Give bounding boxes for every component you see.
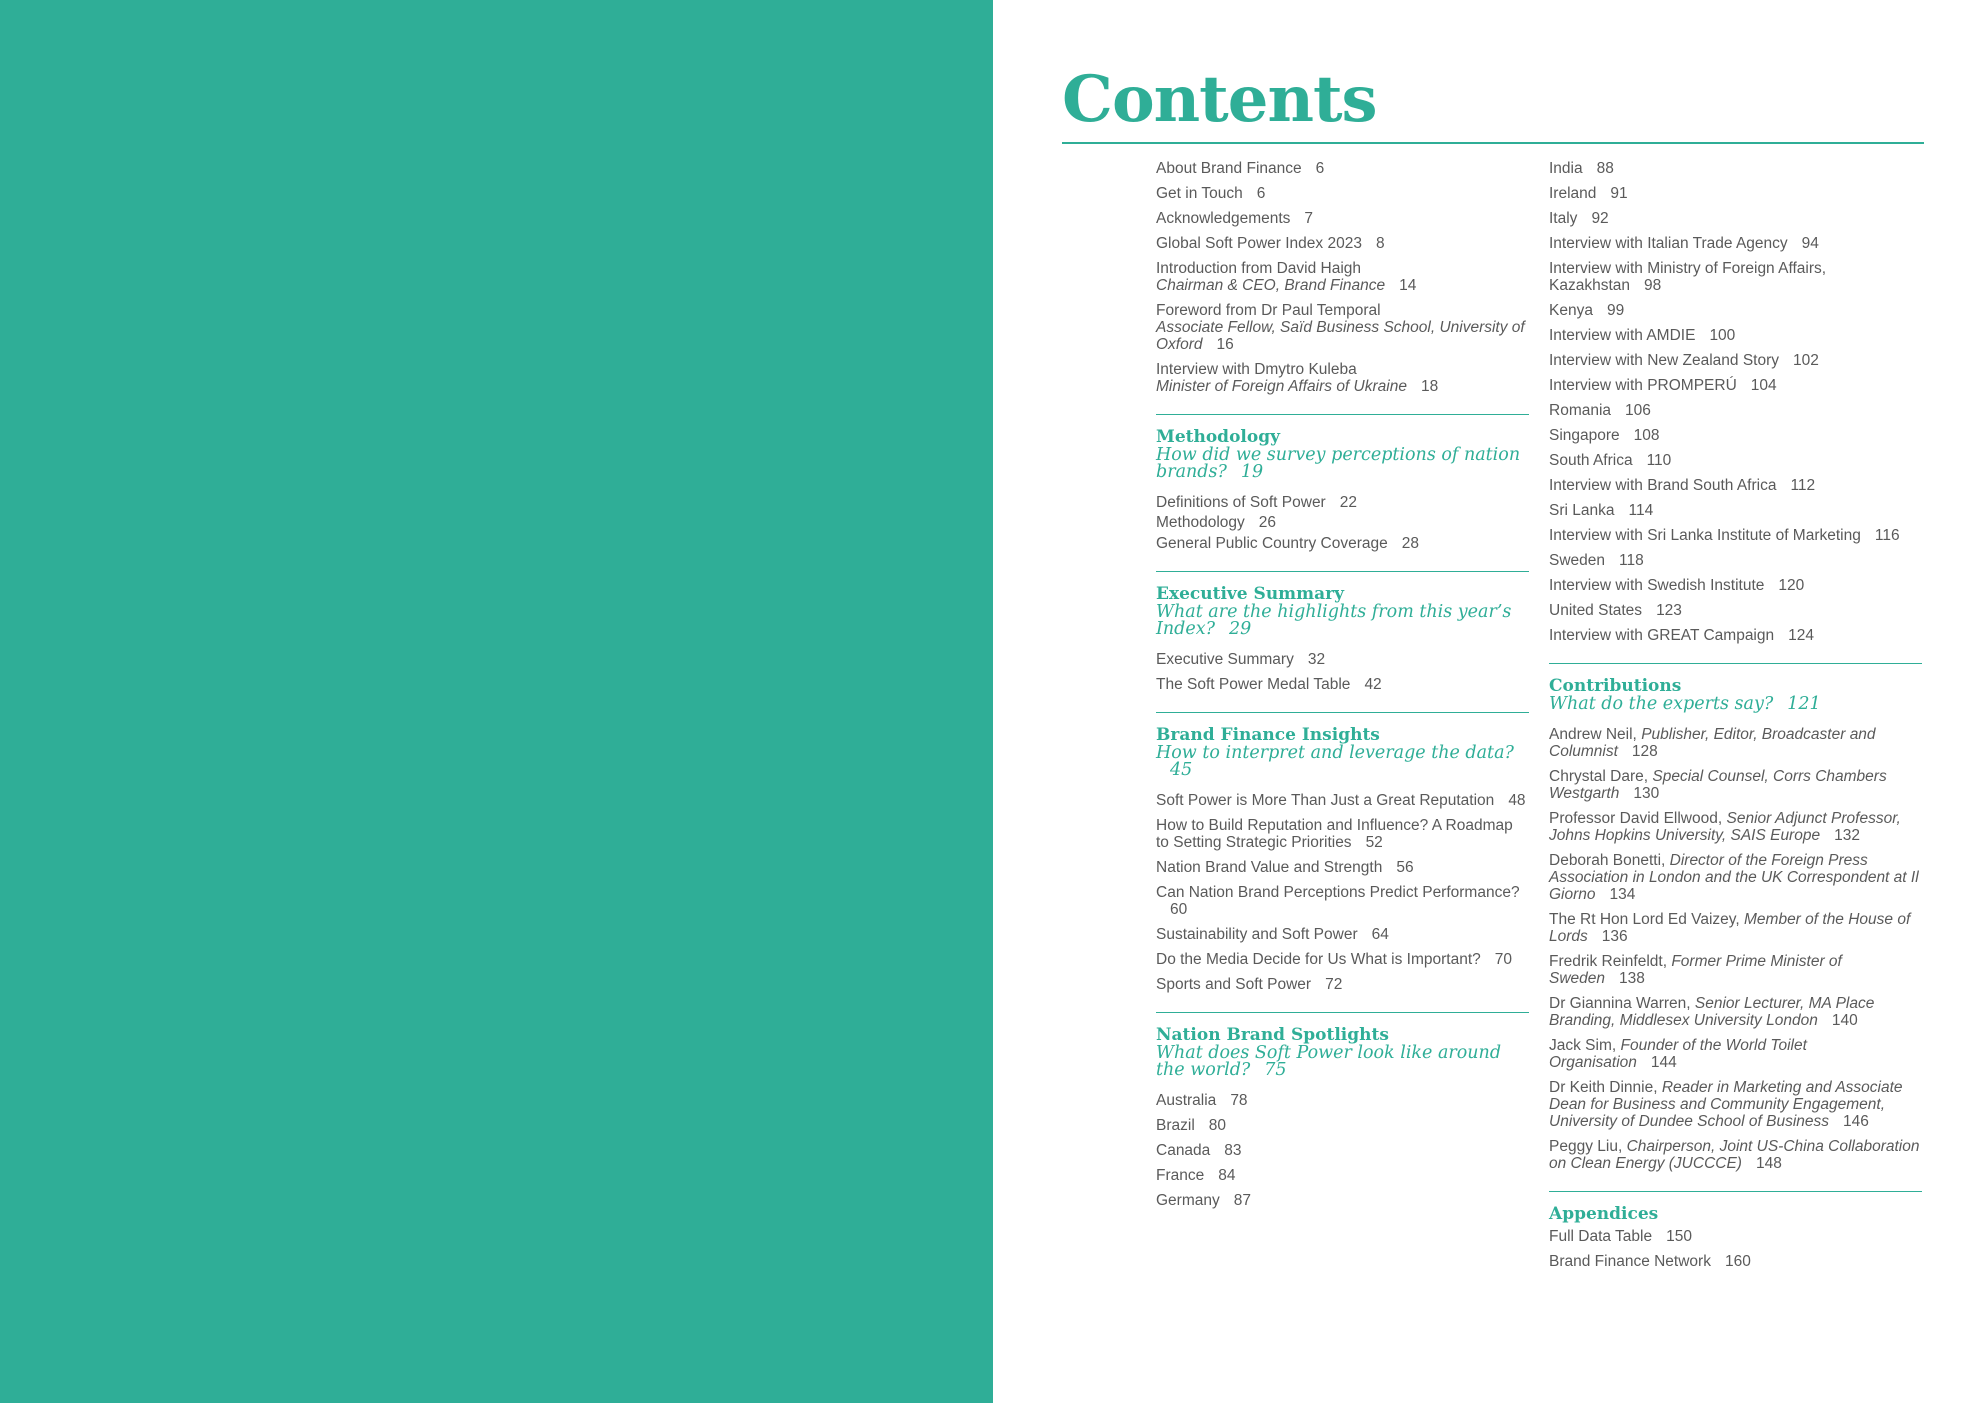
page-number: 83 [1224, 1141, 1242, 1159]
page-number: 26 [1258, 514, 1277, 532]
toc-entry[interactable]: Dr Keith Dinnie, Reader in Marketing and Associate Dean for Business and Community Engagement, University of Dundee School of Business 146 [1549, 1079, 1903, 1130]
section-title[interactable]: Methodology [1156, 427, 1280, 447]
section-appendices [1549, 1191, 1922, 1270]
toc-entry[interactable]: Introduction from David Haigh Chairman & CEO, Brand Finance 14 [1156, 260, 1417, 294]
page-number: 28 [1401, 534, 1420, 552]
page-number: 136 [1601, 928, 1628, 945]
section-title[interactable]: Contributions [1549, 676, 1682, 696]
page-number: 150 [1666, 1228, 1692, 1245]
page-number: 124 [1788, 627, 1814, 644]
entry-subtitle: Director of the Foreign Press Association in London and the UK Correspondent at Il Giorno [1549, 852, 1919, 903]
page-number: 132 [1834, 827, 1860, 844]
toc-entry[interactable]: India 88 [1549, 160, 1614, 177]
toc-entry[interactable]: Australia 78 [1156, 1091, 1248, 1109]
page-number: 6 [1315, 160, 1325, 177]
page-number: 99 [1606, 302, 1625, 319]
toc-entry[interactable]: Sweden 118 [1549, 552, 1644, 569]
page-number: 98 [1644, 277, 1662, 294]
entry-subtitle: Chairman & CEO, Brand Finance [1156, 277, 1386, 294]
section-nation-brand-spotlights [1156, 1012, 1529, 1209]
entry-subtitle: Member of the House of Lords [1549, 911, 1911, 945]
toc-entry[interactable]: France 84 [1156, 1166, 1236, 1184]
page-number: 75 [1264, 1059, 1287, 1080]
section-subtitle: What does Soft Power look like around the world? 75 [1156, 1042, 1502, 1080]
page-number: 87 [1233, 1191, 1251, 1209]
toc-column-1 [1156, 160, 1529, 1217]
page-number: 106 [1625, 402, 1651, 419]
page-number: 130 [1633, 785, 1660, 802]
section-title[interactable]: Appendices [1549, 1204, 1659, 1224]
toc-entry[interactable]: The Soft Power Medal Table 42 [1156, 675, 1382, 693]
page-number: 146 [1843, 1113, 1869, 1130]
section-subtitle: What are the highlights from this year’s Index? 29 [1156, 601, 1512, 639]
toc-entry[interactable]: Andrew Neil, Publisher, Editor, Broadcaster and Columnist 128 [1549, 726, 1876, 760]
toc-entry[interactable]: Germany 87 [1156, 1191, 1251, 1209]
toc-entry[interactable]: Sri Lanka 114 [1549, 502, 1654, 519]
page-number: 84 [1218, 1166, 1236, 1184]
page-number: 32 [1307, 650, 1326, 668]
toc-entry[interactable]: About Brand Finance 6 [1156, 160, 1325, 177]
page-number: 121 [1787, 694, 1821, 714]
entry-subtitle: Senior Adjunct Professor, Johns Hopkins University, SAIS Europe [1549, 810, 1901, 844]
section-subtitle: How to interpret and leverage the data?45 [1156, 742, 1514, 780]
toc-entry[interactable]: Full Data Table 150 [1549, 1228, 1692, 1245]
toc-entry[interactable]: Jack Sim, Founder of the World Toilet Organisation 144 [1549, 1037, 1807, 1071]
toc-entry[interactable]: The Rt Hon Lord Ed Vaizey, Member of the House of Lords 136 [1549, 911, 1911, 945]
entry-subtitle: Publisher, Editor, Broadcaster and Columnist [1549, 726, 1876, 760]
toc-entry[interactable]: Romania 106 [1549, 402, 1651, 419]
entry-subtitle: Founder of the World Toilet Organisation [1549, 1037, 1807, 1071]
page-number: 52 [1365, 833, 1383, 851]
toc-entry[interactable]: Global Soft Power Index 2023 8 [1156, 235, 1385, 252]
title-divider [1062, 142, 1924, 144]
page-number: 112 [1790, 477, 1816, 494]
section-subtitle: How did we survey perceptions of nation brands? 19 [1156, 445, 1521, 482]
toc-entry[interactable]: Interview with Ministry of Foreign Affairs, Kazakhstan 98 [1549, 260, 1827, 294]
entry-subtitle: Minister of Foreign Affairs of Ukraine [1156, 378, 1407, 395]
toc-entry[interactable]: Interview with Italian Trade Agency 94 [1549, 235, 1819, 252]
toc-entry[interactable]: Foreword from Dr Paul Temporal Associate Fellow, Saïd Business School, University of Oxford 16 [1156, 302, 1525, 353]
page-number: 118 [1619, 552, 1644, 569]
toc-entry[interactable]: Deborah Bonetti, Director of the Foreign Press Association in London and the UK Correspondent at Il Giorno 134 [1549, 852, 1919, 903]
toc-entry[interactable]: Sustainability and Soft Power 64 [1156, 925, 1389, 943]
intro-list [1156, 160, 1529, 395]
entry-subtitle: Chairperson, Joint US-China Collaboration on Clean Energy (JUCCCE) [1549, 1138, 1920, 1172]
toc-entry[interactable]: Singapore 108 [1549, 427, 1660, 444]
toc-entry[interactable]: Interview with Dmytro Kuleba Minister of Foreign Affairs of Ukraine 18 [1156, 361, 1439, 395]
page-number: 60 [1170, 900, 1188, 918]
toc-entry[interactable]: Chrystal Dare, Special Counsel, Corrs Chambers Westgarth 130 [1549, 768, 1887, 802]
page-number: 140 [1831, 1012, 1858, 1029]
page-number: 110 [1646, 452, 1672, 469]
section-subtitle: What do the experts say? 121 [1549, 694, 1821, 714]
page-number: 18 [1420, 378, 1439, 395]
toc-entry[interactable]: South Africa 110 [1549, 452, 1672, 469]
page-number: 144 [1650, 1054, 1677, 1071]
toc-entry[interactable]: Interview with New Zealand Story 102 [1549, 352, 1819, 369]
page-number: 80 [1208, 1116, 1227, 1134]
toc-entry[interactable]: Definitions of Soft Power 22 [1156, 494, 1357, 511]
page-number: 128 [1631, 743, 1658, 760]
toc-entry[interactable]: Brand Finance Network 160 [1549, 1253, 1751, 1270]
page-number: 92 [1591, 210, 1609, 227]
toc-entry[interactable]: Canada 83 [1156, 1141, 1242, 1159]
toc-entry[interactable]: Methodology 26 [1156, 514, 1277, 532]
page-number: 7 [1304, 210, 1314, 227]
page-number: 91 [1610, 185, 1628, 202]
toc-entry[interactable]: Professor David Ellwood, Senior Adjunct Professor, Johns Hopkins University, SAIS Europe 132 [1549, 810, 1901, 844]
page-number: 19 [1240, 462, 1264, 482]
page-number: 48 [1508, 791, 1526, 809]
entry-subtitle: Former Prime Minister of Sweden [1549, 953, 1842, 987]
section-methodology [1156, 414, 1529, 552]
page-number: 160 [1724, 1253, 1751, 1270]
page-number: 123 [1656, 602, 1682, 619]
page-number: 42 [1364, 675, 1382, 693]
page-number: 64 [1371, 925, 1389, 943]
section-title[interactable]: Nation Brand Spotlights [1156, 1024, 1389, 1045]
page-number: 104 [1750, 377, 1777, 394]
entry-subtitle: Special Counsel, Corrs Chambers Westgarth [1549, 768, 1887, 802]
toc-entry[interactable]: Interview with Brand South Africa 112 [1549, 477, 1816, 494]
toc-entry[interactable]: Dr Giannina Warren, Senior Lecturer, MA Place Branding, Middlesex University London 140 [1549, 995, 1875, 1029]
page-number: 29 [1229, 618, 1252, 639]
page-number: 78 [1230, 1091, 1248, 1109]
section-executive-summary [1156, 571, 1529, 693]
section-contributions [1549, 663, 1922, 1172]
toc-entry[interactable]: Soft Power is More Than Just a Great Reputation 48 [1156, 791, 1526, 809]
section-brand-finance-insights [1156, 712, 1529, 993]
toc-entry[interactable]: How to Build Reputation and Influence? A Roadmap to Setting Strategic Priorities 52 [1156, 816, 1513, 851]
page-number: 102 [1793, 352, 1819, 369]
page-number: 116 [1874, 527, 1900, 544]
page-number: 45 [1170, 759, 1193, 780]
toc-entry[interactable]: Interview with PROMPERÚ 104 [1549, 377, 1777, 394]
toc-entry[interactable]: Italy 92 [1549, 210, 1609, 227]
toc-entry[interactable]: Interview with AMDIE 100 [1549, 327, 1736, 344]
page-number: 120 [1778, 577, 1805, 594]
toc-entry[interactable]: General Public Country Coverage 28 [1156, 534, 1420, 552]
page-number: 148 [1755, 1155, 1782, 1172]
toc-entry[interactable]: Get in Touch 6 [1156, 185, 1266, 202]
page-number: 6 [1256, 185, 1266, 202]
page-number: 88 [1596, 160, 1614, 177]
toc-entry[interactable]: Fredrik Reinfeldt, Former Prime Minister of Sweden 138 [1549, 953, 1842, 987]
page-number: 138 [1619, 970, 1645, 987]
toc-entry[interactable]: Executive Summary 32 [1156, 650, 1326, 668]
entry-subtitle: Associate Fellow, Saïd Business School, University of Oxford [1156, 319, 1525, 353]
page-number: 72 [1325, 975, 1343, 993]
toc-entry[interactable]: Acknowledgements 7 [1156, 210, 1314, 227]
section-title[interactable]: Executive Summary [1156, 583, 1345, 604]
entry-subtitle: Reader in Marketing and Associate Dean for Business and Community Engagement, University of Dundee School of Business [1549, 1079, 1903, 1130]
spotlights-continued-list [1549, 160, 1922, 644]
entry-subtitle: Senior Lecturer, MA Place Branding, Middlesex University London [1549, 995, 1875, 1029]
page-number: 94 [1801, 235, 1819, 252]
page-number: 114 [1628, 502, 1654, 519]
page-number: 16 [1216, 336, 1234, 353]
toc-entry[interactable]: Sports and Soft Power 72 [1156, 975, 1343, 993]
page-number: 14 [1399, 277, 1417, 294]
toc-entry[interactable]: Can Nation Brand Perceptions Predict Performance?60 [1156, 883, 1520, 918]
page-number: 100 [1709, 327, 1736, 344]
toc-entry[interactable]: United States 123 [1549, 602, 1682, 619]
page-number: 8 [1375, 235, 1385, 252]
page-number: 70 [1494, 950, 1513, 968]
page-title: Contents [1062, 62, 1377, 137]
section-title[interactable]: Brand Finance Insights [1156, 724, 1380, 745]
toc-entry[interactable]: Peggy Liu, Chairperson, Joint US-China Collaboration on Clean Energy (JUCCCE) 148 [1549, 1138, 1920, 1172]
page-number: 56 [1396, 858, 1414, 876]
toc-entry[interactable]: Interview with Sri Lanka Institute of Marketing 116 [1549, 527, 1900, 544]
page-number: 108 [1633, 427, 1660, 444]
toc-entry[interactable]: Interview with Swedish Institute 120 [1549, 577, 1805, 594]
toc-entry[interactable]: Brazil 80 [1156, 1116, 1227, 1134]
page-number: 134 [1609, 886, 1636, 903]
toc-column-2 [1549, 160, 1922, 1278]
toc-entry[interactable]: Ireland 91 [1549, 185, 1628, 202]
toc-entry[interactable]: Do the Media Decide for Us What is Important? 70 [1156, 950, 1513, 968]
toc-entry[interactable]: Nation Brand Value and Strength 56 [1156, 858, 1414, 876]
toc-entry[interactable]: Kenya 99 [1549, 302, 1625, 319]
page-number: 22 [1339, 494, 1357, 511]
toc-entry[interactable]: Interview with GREAT Campaign 124 [1549, 627, 1814, 644]
